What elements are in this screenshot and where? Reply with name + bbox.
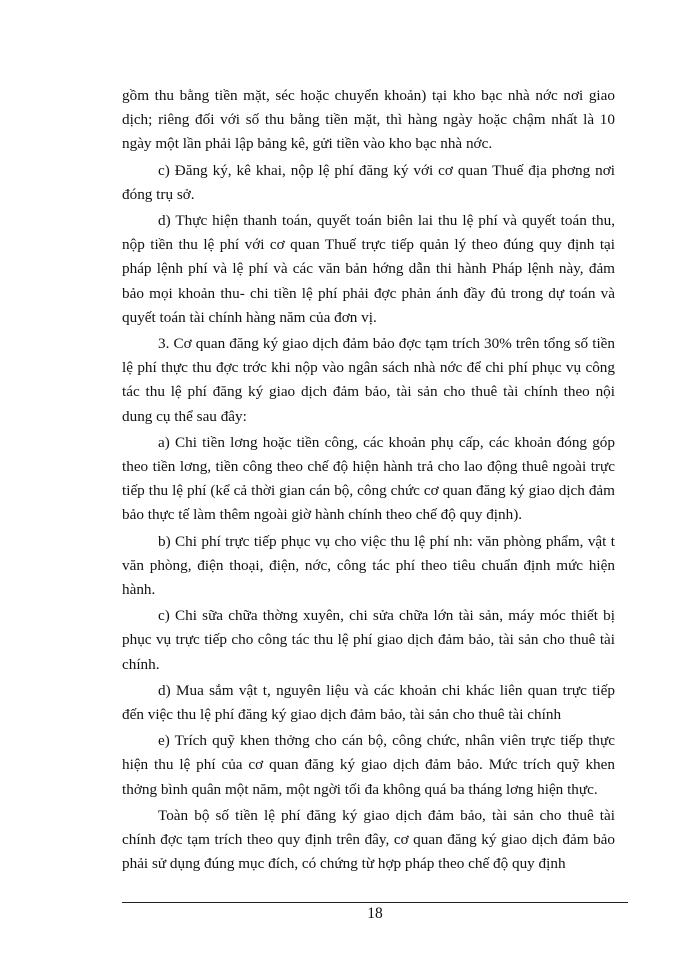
- page-body: [122, 84, 615, 879]
- paragraph-1: gồm thu bằng tiền mặt, séc hoặc chuyển khoản) tại kho bạc nhà nớc nơi giao dịch; riêng đối với số thu bằng tiền mặt, thì hàng ngày hoặc chậm nhất là 10 ngày một lần phải lập bảng kê, gửi tiền vào kho bạc nhà nớc.: [122, 87, 615, 153]
- paragraph-3: d) Thực hiện thanh toán, quyết toán biên lai thu lệ phí và quyết toán thu, nộp tiền thu lệ phí với cơ quan Thuế trực tiếp quản lý theo đúng quy định tại pháp lệnh phí và lệ phí và các văn bản hớng dẫn thi hành Pháp lệnh này, đảm bảo mọi khoản thu- chi tiền lệ phí phải đợc phản ánh đầy đủ trong dự toán và quyết toán tài chính hàng năm của đơn vị.: [122, 212, 615, 326]
- page-number: 18: [367, 905, 383, 922]
- paragraph-5: a) Chi tiền lơng hoặc tiền công, các khoản phụ cấp, các khoản đóng góp theo tiền lơng, tiền công theo chế độ hiện hành trả cho lao động thuê ngoài trực tiếp thu lệ phí (kể cả thời gian cán bộ, công chức cơ quan đăng ký giao dịch đảm bảo thực tế làm thêm ngoài giờ hành chính theo chế độ quy định).: [122, 433, 615, 524]
- paragraph-9: e) Trích quỹ khen thởng cho cán bộ, công chức, nhân viên trực tiếp thực hiện thu lệ phí của cơ quan đăng ký giao dịch đảm bảo. Mức trích quỹ khen thởng bình quân một năm, một ngời tối đa không quá ba tháng lơng hiện thực.: [122, 732, 615, 798]
- footer-divider: [122, 902, 628, 903]
- paragraph-2: c) Đăng ký, kê khai, nộp lệ phí đăng ký với cơ quan Thuế địa phơng nơi đóng trụ sở.: [122, 161, 615, 203]
- paragraph-4: 3. Cơ quan đăng ký giao dịch đảm bảo đợc tạm trích 30% trên tổng số tiền lệ phí thực thu đợc trớc khi nộp vào ngân sách nhà nớc để chi phí phục vụ công tác thu lệ phí đăng ký giao dịch đảm bảo, tài sản cho thuê tài chính theo nội dung cụ thể sau đây:: [122, 335, 615, 425]
- paragraph-7: c) Chi sữa chữa thờng xuyên, chi sửa chữa lớn tài sản, máy móc thiết bị phục vụ trực tiếp cho công tác thu lệ phí giao dịch đảm bảo, tài sản cho thuê tài chính.: [122, 607, 615, 673]
- paragraph-8: d) Mua sắm vật t, nguyên liệu và các khoản chi khác liên quan trực tiếp đến việc thu lệ phí đăng ký giao dịch đảm bảo, tài sản cho thuê tài chính: [122, 681, 615, 724]
- paragraph-6: b) Chi phí trực tiếp phục vụ cho việc thu lệ phí nh: văn phòng phẩm, vật t văn phòng, điện thoại, điện, nớc, công tác phí theo tiêu chuẩn định mức hiện hành.: [122, 532, 615, 599]
- paragraph-10: Toàn bộ số tiền lệ phí đăng ký giao dịch đảm bảo, tài sản cho thuê tài chính đợc tạm trích theo quy định trên đây, cơ quan đăng ký giao dịch đảm bảo phải sử dụng đúng mục đích, có chứng từ hợp pháp theo chế độ quy định: [122, 806, 615, 873]
